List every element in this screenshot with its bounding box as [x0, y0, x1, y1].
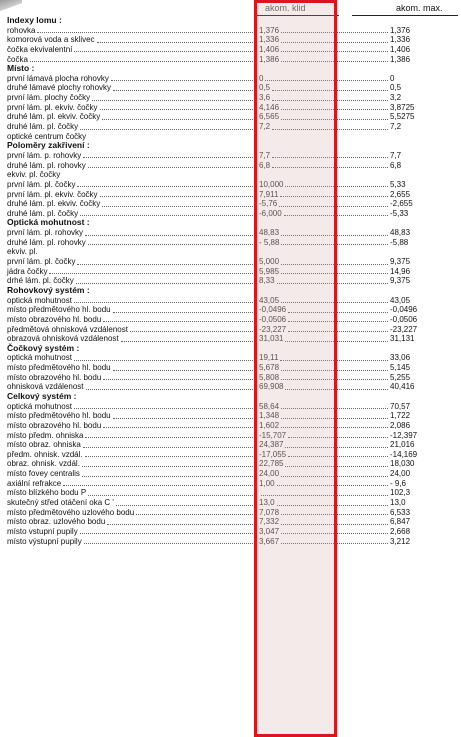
- leader-dots: [88, 167, 257, 168]
- leader-dots: [281, 51, 388, 52]
- leader-dots: [285, 389, 388, 390]
- row-label: první lámavá plocha rohovky: [7, 73, 109, 83]
- row-label: optické centrum čočky: [7, 131, 87, 141]
- row-label: první lám. pl. rohovky: [7, 228, 84, 238]
- data-table: [7, 16, 459, 546]
- table-row: [7, 257, 459, 267]
- table-row: [7, 537, 459, 547]
- leader-dots: [121, 341, 257, 342]
- table-row: [7, 180, 459, 190]
- leader-dots: [100, 109, 257, 110]
- leader-dots: [74, 360, 257, 361]
- row-label: předmětová ohnisková vzdálenost: [7, 324, 128, 334]
- leader-dots: [80, 533, 257, 534]
- value-max: 5,33: [390, 179, 406, 189]
- leader-dots: [103, 379, 257, 380]
- row-label: druhé lám. pl. rohovky: [7, 160, 86, 170]
- row-label: místo předm. ohniska: [7, 430, 84, 440]
- row-label: obraz. ohnisk. vzdál.: [7, 459, 80, 469]
- value-max: 21,016: [390, 440, 415, 450]
- value-max: 48,83: [390, 228, 411, 238]
- leader-dots: [80, 129, 257, 130]
- row-label: komorová voda a sklivec: [7, 35, 95, 45]
- leader-dots: [102, 119, 257, 120]
- table-row: [7, 55, 459, 65]
- value-rest: 48,83: [259, 228, 280, 238]
- leader-dots: [281, 302, 388, 303]
- row-label: druhé lám. pl. ekviv. čočky: [7, 199, 101, 209]
- value-rest: 6,565: [259, 112, 280, 122]
- value-max: 31,131: [390, 334, 415, 344]
- value-rest: 4,146: [259, 102, 280, 112]
- value-max: 7,7: [390, 150, 402, 160]
- row-label: místo obrazového hl. bodu: [7, 314, 102, 324]
- value-max: -5,88: [390, 237, 409, 247]
- value-max: 3,8725: [390, 102, 415, 112]
- value-max: 5,5275: [390, 112, 415, 122]
- value-max: 2,086: [390, 420, 411, 430]
- value-rest: 1,386: [259, 54, 280, 64]
- row-label: druhé lámavé plochy rohovky: [7, 83, 112, 93]
- row-label: místo předmětového hl. bodu: [7, 305, 111, 315]
- table-row: [7, 459, 459, 469]
- leader-dots: [37, 32, 257, 33]
- leader-dots: [281, 408, 388, 409]
- table-row: [7, 517, 459, 527]
- value-max: -12,397: [390, 430, 418, 440]
- table-row: [7, 83, 459, 93]
- row-label: místo vstupní pupily: [7, 526, 78, 536]
- leader-dots: [82, 476, 257, 477]
- table-row: [7, 45, 459, 55]
- leader-dots: [82, 466, 257, 467]
- table-row: [7, 498, 459, 508]
- value-rest: 5,985: [259, 266, 280, 276]
- leader-dots: [80, 215, 257, 216]
- table-row: [7, 199, 459, 209]
- value-rest: 13,0: [259, 498, 275, 508]
- leader-dots: [281, 533, 388, 534]
- leader-dots: [281, 524, 388, 525]
- leader-dots: [281, 514, 388, 515]
- value-rest: 3,6: [259, 93, 271, 103]
- value-max: 18,030: [390, 459, 415, 469]
- leader-dots: [281, 109, 388, 110]
- value-rest: 19,11: [259, 353, 279, 363]
- leader-dots: [281, 418, 388, 419]
- value-max: 40,416: [390, 382, 415, 392]
- leader-dots: [281, 476, 388, 477]
- row-label: první lám. pl. ekviv. čočky: [7, 189, 98, 199]
- value-max: 1,336: [390, 35, 411, 45]
- row-label: Místo :: [7, 63, 35, 74]
- value-rest: -5,76: [259, 199, 278, 209]
- leader-dots: [116, 505, 257, 506]
- value-max: 5,255: [390, 372, 411, 382]
- table-row: [7, 373, 459, 383]
- value-rest: 1,376: [259, 25, 280, 35]
- value-rest: 7,2: [259, 122, 271, 132]
- leader-dots: [288, 456, 388, 457]
- row-label: drhé lám. pl. čočky: [7, 276, 74, 286]
- value-max: 70,57: [390, 401, 411, 411]
- leader-dots: [281, 427, 388, 428]
- value-rest: 7,7: [259, 150, 271, 160]
- value-max: -2,655: [390, 199, 413, 209]
- value-rest: 1,602: [259, 420, 280, 430]
- leader-dots: [281, 264, 388, 265]
- leader-dots: [74, 51, 257, 52]
- table-row: [7, 296, 459, 306]
- row-label: optická mohutnost: [7, 353, 72, 363]
- row-label: čočka ekvivalentní: [7, 44, 73, 54]
- leader-dots: [272, 157, 388, 158]
- value-max: 2,668: [390, 526, 411, 536]
- leader-dots: [83, 447, 257, 448]
- row-label: Indexy lomu :: [7, 15, 62, 25]
- leader-dots: [281, 543, 388, 544]
- leader-dots: [92, 100, 257, 101]
- leader-dots: [285, 186, 388, 187]
- leader-dots: [284, 215, 388, 216]
- value-rest: 0,5: [259, 83, 271, 93]
- leader-dots: [136, 514, 257, 515]
- value-rest: 31,031: [259, 334, 284, 344]
- row-label: místo výstupní pupily: [7, 536, 82, 546]
- row-label: optická mohutnost: [7, 401, 72, 411]
- leader-dots: [97, 42, 257, 43]
- row-label: místo obraz. ohniska: [7, 440, 81, 450]
- value-rest: 58,64: [259, 401, 280, 411]
- value-rest: 7,332: [259, 517, 280, 527]
- leader-dots: [85, 235, 257, 236]
- value-max: 6,8: [390, 160, 402, 170]
- leader-dots: [285, 341, 388, 342]
- value-rest: 1,406: [259, 44, 280, 54]
- value-rest: -15,707: [259, 430, 287, 440]
- row-label: první lám. pl. čočky: [7, 257, 76, 267]
- table-row: [7, 305, 459, 315]
- leader-dots: [280, 360, 388, 361]
- table-row: [7, 421, 459, 431]
- value-max: 1,406: [390, 44, 411, 54]
- row-label: Rohovkový systém :: [7, 284, 90, 295]
- row-label: místo předmětového hl. bodu: [7, 363, 111, 373]
- table-row: [7, 479, 459, 489]
- value-max: 0,5: [390, 83, 402, 93]
- leader-dots: [76, 283, 257, 284]
- table-row: [7, 238, 459, 248]
- row-label: jádra čočky: [7, 266, 48, 276]
- leader-dots: [84, 543, 257, 544]
- row-label: obrazová ohnisková vzdálenost: [7, 334, 119, 344]
- value-rest: 22,785: [259, 459, 284, 469]
- row-label: Poloměry zakřivení :: [7, 140, 90, 151]
- table-row: [7, 353, 459, 363]
- table-row: [7, 363, 459, 373]
- row-label: místo blízkého bodu P: [7, 488, 87, 498]
- leader-dots: [130, 331, 257, 332]
- header-col-max: akom. max.: [396, 3, 443, 13]
- value-max: 102,3: [390, 488, 411, 498]
- value-rest: 0: [259, 73, 264, 83]
- leader-dots: [30, 61, 257, 62]
- row-label: první lám. pl. ekviv. čočky: [7, 102, 98, 112]
- value-rest: 7,911: [259, 189, 279, 199]
- leader-dots: [113, 312, 257, 313]
- table-row: [7, 469, 459, 479]
- section-heading: [7, 16, 459, 26]
- value-max: -14,169: [390, 449, 418, 459]
- leader-dots: [63, 485, 257, 486]
- value-max: 9,375: [390, 257, 411, 267]
- value-max: - 9,6: [390, 478, 407, 488]
- table-row: [7, 315, 459, 325]
- leader-dots: [113, 90, 257, 91]
- value-rest: 3,667: [259, 536, 280, 546]
- header-col-rest: akom. klid: [265, 3, 306, 13]
- leader-dots: [279, 206, 388, 207]
- page-corner-shadow: [0, 0, 22, 12]
- leader-dots: [272, 100, 388, 101]
- row-label: druhé lám. pl. čočky: [7, 208, 79, 218]
- leader-dots: [83, 157, 257, 158]
- leader-dots: [281, 61, 388, 62]
- value-max: 1,376: [390, 25, 411, 35]
- section-heading: [7, 218, 459, 228]
- leader-dots: [49, 273, 257, 274]
- row-label: druhé lám. pl. rohovky: [7, 237, 86, 247]
- table-row: [7, 103, 459, 113]
- row-label: druhé lám. pl. ekviv. čočky: [7, 112, 101, 122]
- leader-dots: [88, 495, 257, 496]
- row-label: místo fovey centralis: [7, 469, 80, 479]
- section-heading: [7, 392, 459, 402]
- value-max: 43,05: [390, 295, 411, 305]
- row-label: místo obrazového hl. bodu: [7, 420, 102, 430]
- value-max: 0: [390, 73, 395, 83]
- leader-dots: [77, 264, 257, 265]
- table-row: [7, 122, 459, 132]
- value-rest: 24,00: [259, 469, 280, 479]
- row-label: čočka: [7, 54, 28, 64]
- value-rest: -0,0506: [259, 314, 287, 324]
- value-max: -0,0506: [390, 314, 418, 324]
- table-row: [7, 402, 459, 412]
- leader-dots: [102, 206, 257, 207]
- leader-dots: [277, 283, 388, 284]
- value-rest: -6,000: [259, 208, 282, 218]
- leader-dots: [277, 485, 388, 486]
- row-label: první lám. pl. čočky: [7, 179, 76, 189]
- value-rest: -17,055: [259, 449, 287, 459]
- leader-dots: [85, 437, 257, 438]
- leader-dots: [272, 167, 388, 168]
- table-row: [7, 190, 459, 200]
- value-rest: 7,078: [259, 507, 280, 517]
- leader-dots: [74, 302, 257, 303]
- value-rest: 3,047: [259, 526, 280, 536]
- row-label: místo předmětového hl. bodu: [7, 411, 111, 421]
- table-row: [7, 267, 459, 277]
- leader-dots: [281, 119, 388, 120]
- leader-dots: [281, 42, 388, 43]
- value-max: 1,722: [390, 411, 411, 421]
- value-max: 2,655: [390, 189, 411, 199]
- leader-dots: [111, 80, 257, 81]
- value-max: 7,2: [390, 122, 402, 132]
- leader-dots: [281, 244, 388, 245]
- value-rest: 6,8: [259, 160, 271, 170]
- table-row: [7, 325, 459, 335]
- leader-dots: [261, 495, 388, 496]
- leader-dots: [272, 129, 388, 130]
- row-label: místo obrazového hl. bodu: [7, 372, 102, 382]
- row-label: místo předmětového uzlového bodu: [7, 507, 135, 517]
- leader-dots: [113, 370, 257, 371]
- value-max: 9,375: [390, 276, 411, 286]
- leader-dots: [103, 427, 257, 428]
- value-max: 6,847: [390, 517, 411, 527]
- row-label: optická mohutnost: [7, 295, 72, 305]
- value-max: 33,06: [390, 353, 411, 363]
- value-rest: 5,000: [259, 257, 280, 267]
- value-max: 6,533: [390, 507, 411, 517]
- row-label: předm. ohnisk. vzdál.: [7, 449, 83, 459]
- row-label: druhé lám. pl. čočky: [7, 122, 79, 132]
- value-rest: 5,678: [259, 363, 280, 373]
- value-rest: 10,000: [259, 179, 284, 189]
- row-label: rohovka: [7, 25, 36, 35]
- value-max: 5,145: [390, 363, 411, 373]
- leader-dots: [103, 321, 257, 322]
- row-label: místo obraz. uzlového bodu: [7, 517, 106, 527]
- table-row: [7, 161, 459, 171]
- value-rest: 43,05: [259, 295, 280, 305]
- leader-dots: [113, 418, 257, 419]
- leader-dots: [74, 408, 257, 409]
- leader-dots: [272, 90, 388, 91]
- table-row: [7, 112, 459, 122]
- value-max: 1,386: [390, 54, 411, 64]
- table-row: [7, 151, 459, 161]
- value-rest: 1,348: [259, 411, 280, 421]
- row-label: Čočkový systém :: [7, 342, 80, 353]
- value-rest: - 5,88: [259, 237, 280, 247]
- value-max: -5,33: [390, 208, 409, 218]
- leader-dots: [288, 321, 388, 322]
- row-label: ekviv. pl.: [7, 247, 38, 257]
- leader-dots: [288, 312, 388, 313]
- row-label: skutečný střed otáčení oka C ': [7, 498, 114, 508]
- value-max: 24,00: [390, 469, 411, 479]
- row-label: Celkový systém :: [7, 390, 77, 401]
- value-max: 14,96: [390, 266, 411, 276]
- value-rest: 24,387: [259, 440, 284, 450]
- row-label: ohnisková vzdálenost: [7, 382, 84, 392]
- value-rest: -23,227: [259, 324, 287, 334]
- table-row: [7, 247, 459, 257]
- table-row: [7, 440, 459, 450]
- section-heading: [7, 141, 459, 151]
- leader-dots: [285, 447, 388, 448]
- leader-dots: [277, 505, 388, 506]
- value-rest: 1,00: [259, 478, 275, 488]
- section-heading: [7, 344, 459, 354]
- leader-dots: [281, 32, 388, 33]
- row-label: první lám. plochy čočky: [7, 93, 91, 103]
- leader-dots: [281, 273, 388, 274]
- leader-dots: [281, 370, 388, 371]
- leader-dots: [288, 437, 388, 438]
- value-rest: 69,908: [259, 382, 284, 392]
- leader-dots: [85, 456, 257, 457]
- leader-dots: [281, 379, 388, 380]
- row-label: Optická mohutnost :: [7, 217, 90, 228]
- value-rest: -0,0496: [259, 305, 287, 315]
- value-max: -0,0496: [390, 305, 418, 315]
- row-label: první lám. p. rohovky: [7, 150, 82, 160]
- leader-dots: [288, 331, 388, 332]
- leader-dots: [281, 235, 388, 236]
- table-row: [7, 35, 459, 45]
- table-row: [7, 26, 459, 36]
- row-label: axiální refrakce: [7, 478, 62, 488]
- table-row: [7, 93, 459, 103]
- value-max: 3,212: [390, 536, 411, 546]
- leader-dots: [86, 389, 257, 390]
- table-row: [7, 74, 459, 84]
- table-row: [7, 488, 459, 498]
- leader-dots: [265, 80, 388, 81]
- leader-dots: [88, 244, 257, 245]
- value-max: 13,0: [390, 498, 406, 508]
- table-row: [7, 431, 459, 441]
- value-rest: 8,33: [259, 276, 275, 286]
- row-label: ekviv. pl. čočky: [7, 170, 61, 180]
- leader-dots: [77, 186, 257, 187]
- value-max: -23,227: [390, 324, 418, 334]
- section-heading: [7, 64, 459, 74]
- value-rest: 5,808: [259, 372, 280, 382]
- leader-dots: [107, 524, 257, 525]
- leader-dots: [285, 466, 388, 467]
- table-row: [7, 411, 459, 421]
- table-row: [7, 527, 459, 537]
- section-heading: [7, 286, 459, 296]
- value-rest: 1,336: [259, 35, 280, 45]
- table-row: [7, 228, 459, 238]
- table-row: [7, 508, 459, 518]
- leader-dots: [100, 196, 257, 197]
- table-row: [7, 170, 459, 180]
- leader-dots: [280, 196, 388, 197]
- value-max: 3,2: [390, 93, 402, 103]
- table-row: [7, 450, 459, 460]
